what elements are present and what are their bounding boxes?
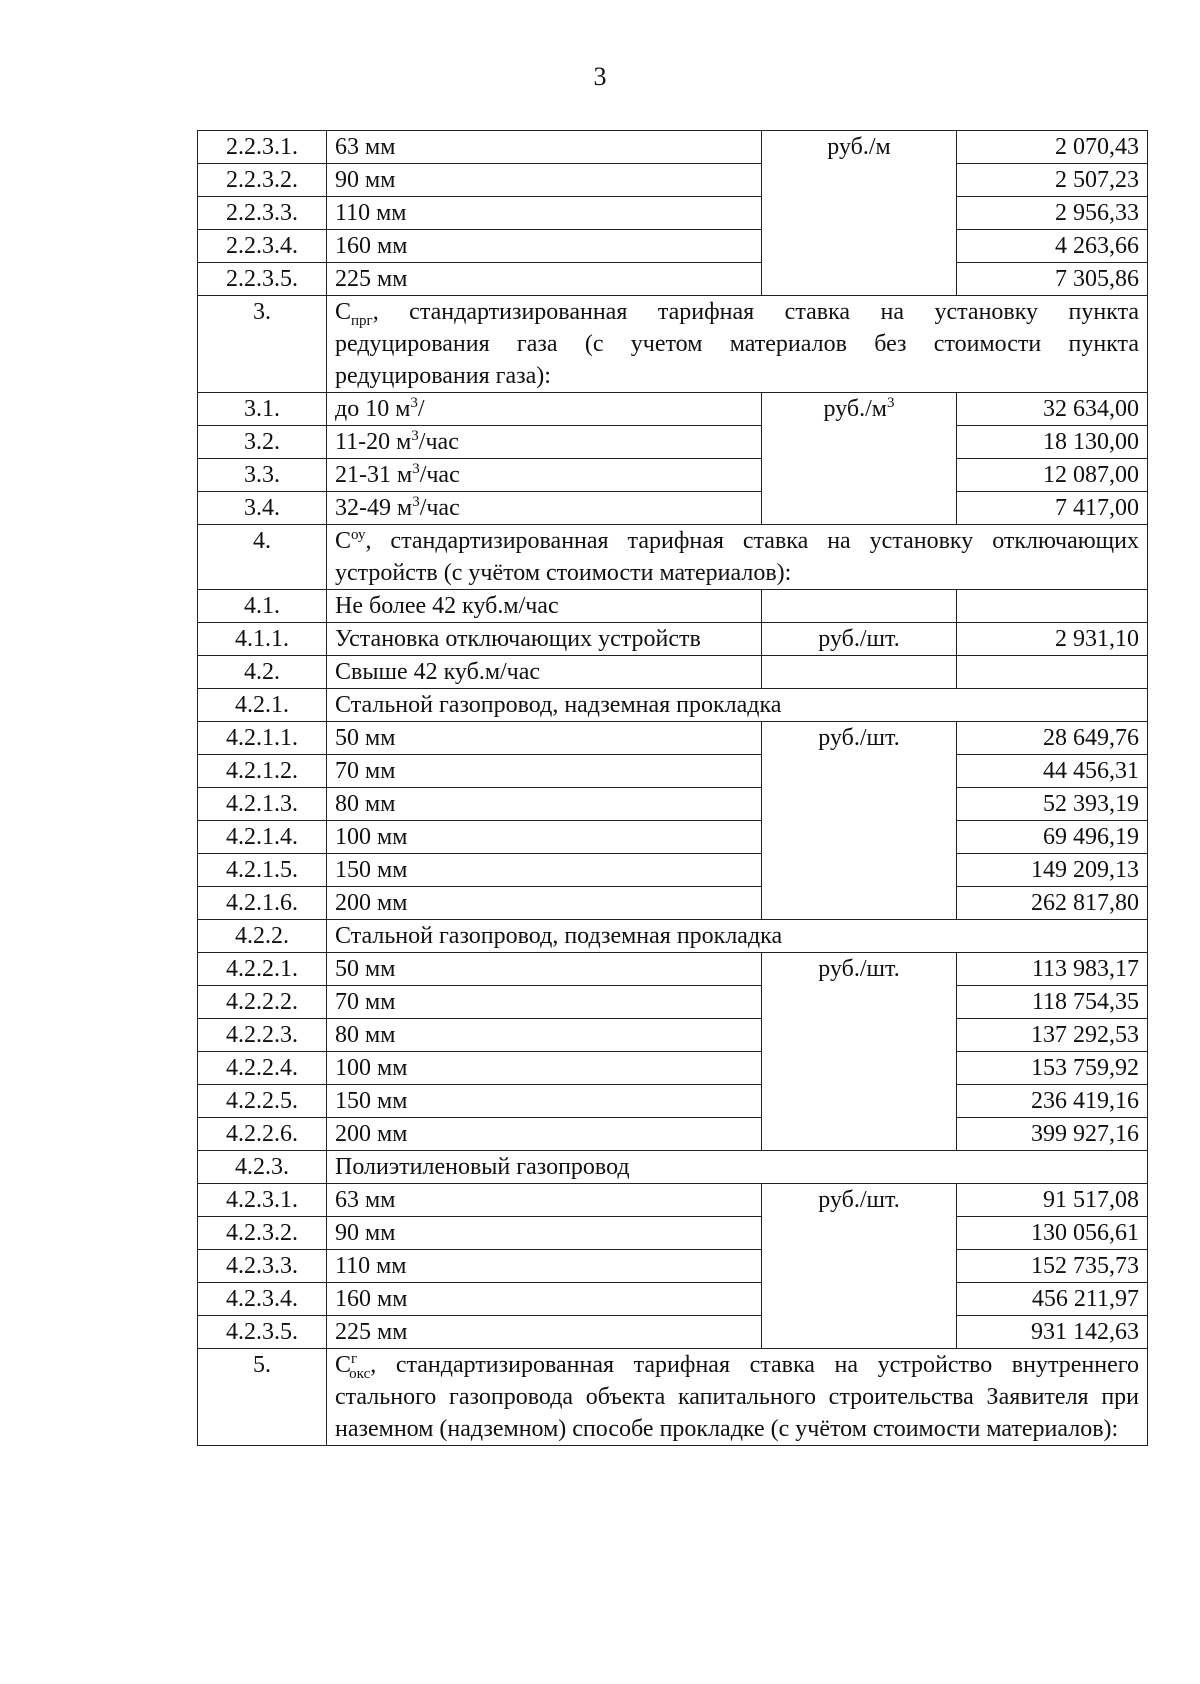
section-text: , стандартизированная тарифная ставка на установку пункта редуцирования газа (с учетом материалов без стоимости пункта редуцирования газа): [335, 299, 1139, 389]
table-row [198, 887, 1148, 920]
page-number: 3 [593, 62, 607, 91]
row-number: 3. [198, 296, 327, 393]
row-description: 110 мм [327, 1250, 762, 1283]
row-number: 2.2.3.5. [198, 263, 327, 296]
row-description: 50 мм [327, 722, 762, 755]
table-row [198, 1019, 1148, 1052]
row-value: 113 983,17 [957, 953, 1148, 986]
tariff-symbol-sub: окс [349, 1365, 371, 1382]
row-number: 4.2.3.5. [198, 1316, 327, 1349]
row-unit: руб./шт. [762, 953, 957, 1151]
section-text: , стандартизированная тарифная ставка на устройство внутреннего стального газопровода объекта капитального строительства Заявителя при наземном (надземном) способе прокладке (с учётом стоимости материалов): [335, 1352, 1139, 1442]
row-number: 4.2.2.1. [198, 953, 327, 986]
table-row [198, 393, 1148, 426]
row-description: 21-31 $м^3$/час [327, 459, 762, 492]
row-number: 4.2.1.4. [198, 821, 327, 854]
subsection-title: Стальной газопровод, надземная прокладка [327, 689, 1148, 722]
row-description: 160 мм [327, 1283, 762, 1316]
row-unit: руб./м [762, 131, 957, 296]
row-value: 32 634,00 [957, 393, 1148, 426]
table-row [198, 1217, 1148, 1250]
row-value: 456 211,97 [957, 1283, 1148, 1316]
row-description: 50 мм [327, 953, 762, 986]
row-value: 44 456,31 [957, 755, 1148, 788]
subsection-row [198, 1151, 1148, 1184]
row-value: 262 817,80 [957, 887, 1148, 920]
row-number: 4.2.2. [198, 920, 327, 953]
row-unit-empty [762, 656, 957, 689]
table-row [198, 230, 1148, 263]
row-number: 4.2.1.2. [198, 755, 327, 788]
row-value: 18 130,00 [957, 426, 1148, 459]
row-description: 100 мм [327, 1052, 762, 1085]
subsection-row [198, 689, 1148, 722]
row-number: 3.2. [198, 426, 327, 459]
row-value: 2 931,10 [957, 623, 1148, 656]
row-number: 4.1. [198, 590, 327, 623]
row-value: 137 292,53 [957, 1019, 1148, 1052]
tariff-symbol-sub: прг [351, 312, 373, 329]
section-description [327, 1349, 1148, 1446]
row-number: 5. [198, 1349, 327, 1446]
row-number: 4.2.3.2. [198, 1217, 327, 1250]
row-number: 4.2.2.5. [198, 1085, 327, 1118]
section-description [327, 525, 1148, 590]
row-value: 69 496,19 [957, 821, 1148, 854]
table-row [198, 263, 1148, 296]
row-value: 2 956,33 [957, 197, 1148, 230]
table-row [198, 623, 1148, 656]
table-row [198, 590, 1148, 623]
subsection-row [198, 920, 1148, 953]
row-value: 28 649,76 [957, 722, 1148, 755]
row-value: 7 417,00 [957, 492, 1148, 525]
table-row [198, 1283, 1148, 1316]
row-number: 4.2.3.3. [198, 1250, 327, 1283]
row-description: 100 мм [327, 821, 762, 854]
table-row [198, 1052, 1148, 1085]
row-number: 4.2.2.2. [198, 986, 327, 1019]
row-value: 399 927,16 [957, 1118, 1148, 1151]
row-value: 931 142,63 [957, 1316, 1148, 1349]
section-description [327, 296, 1148, 393]
row-description: 63 мм [327, 1184, 762, 1217]
table-row [198, 821, 1148, 854]
row-description: 160 мм [327, 230, 762, 263]
row-value: 118 754,35 [957, 986, 1148, 1019]
row-value: 91 517,08 [957, 1184, 1148, 1217]
table-row [198, 1085, 1148, 1118]
row-description: 11-20 $м^3$/час [327, 426, 762, 459]
table-row [198, 1316, 1148, 1349]
tariff-symbol-sup: оу [351, 527, 366, 543]
row-description: 32-49 $м^3$/час [327, 492, 762, 525]
table-row [198, 722, 1148, 755]
row-description: 225 мм [327, 1316, 762, 1349]
table-row [198, 656, 1148, 689]
table-row [198, 854, 1148, 887]
row-number: 2.2.3.4. [198, 230, 327, 263]
row-description: 225 мм [327, 263, 762, 296]
row-description: 80 мм [327, 1019, 762, 1052]
row-description: 70 мм [327, 986, 762, 1019]
row-value: 7 305,86 [957, 263, 1148, 296]
row-value: 153 759,92 [957, 1052, 1148, 1085]
section-text: , стандартизированная тарифная ставка на установку отключающих устройств (с учётом стоимости материалов): [335, 528, 1139, 586]
row-value: 12 087,00 [957, 459, 1148, 492]
row-description: 90 мм [327, 1217, 762, 1250]
row-value: 236 419,16 [957, 1085, 1148, 1118]
row-description: 110 мм [327, 197, 762, 230]
row-number: 3.4. [198, 492, 327, 525]
section-row-4 [198, 525, 1148, 590]
row-unit-empty [762, 590, 957, 623]
row-description: 63 мм [327, 131, 762, 164]
table-row [198, 426, 1148, 459]
tariff-table [197, 130, 1148, 1446]
row-unit: $руб./м^3$ [762, 393, 957, 525]
row-number: 4.2.1. [198, 689, 327, 722]
row-number: 3.3. [198, 459, 327, 492]
row-number: 2.2.3.1. [198, 131, 327, 164]
row-description: 150 мм [327, 1085, 762, 1118]
table-row [198, 1118, 1148, 1151]
row-number: 4.2.2.6. [198, 1118, 327, 1151]
row-number: 4.2.3.4. [198, 1283, 327, 1316]
row-number: 3.1. [198, 393, 327, 426]
row-description: Установка отключающих устройств [327, 623, 762, 656]
row-description: 80 мм [327, 788, 762, 821]
tariff-symbol-sup: г [351, 1351, 358, 1367]
tariff-symbol: С [335, 299, 352, 325]
table-row [198, 755, 1148, 788]
row-description: 200 мм [327, 887, 762, 920]
row-number: 4.2.1.6. [198, 887, 327, 920]
row-description: 90 мм [327, 164, 762, 197]
table-row [198, 459, 1148, 492]
row-number: 4.1.1. [198, 623, 327, 656]
subsection-title: Полиэтиленовый газопровод [327, 1151, 1148, 1184]
row-value: 130 056,61 [957, 1217, 1148, 1250]
row-value-empty [957, 590, 1148, 623]
row-value-empty [957, 656, 1148, 689]
table-row [198, 197, 1148, 230]
subsection-title: Стальной газопровод, подземная прокладка [327, 920, 1148, 953]
row-value: 152 735,73 [957, 1250, 1148, 1283]
row-value: 4 263,66 [957, 230, 1148, 263]
row-value: 2 507,23 [957, 164, 1148, 197]
tariff-symbol: С [335, 528, 352, 554]
row-description: 200 мм [327, 1118, 762, 1151]
row-number: 4. [198, 525, 327, 590]
table-row [198, 986, 1148, 1019]
row-value: 52 393,19 [957, 788, 1148, 821]
row-unit: руб./шт. [762, 623, 957, 656]
row-value: 2 070,43 [957, 131, 1148, 164]
row-number: 4.2.1.1. [198, 722, 327, 755]
row-number: 4.2.1.3. [198, 788, 327, 821]
row-number: 4.2.3.1. [198, 1184, 327, 1217]
table-row [198, 131, 1148, 164]
table-row [198, 1250, 1148, 1283]
row-number: 2.2.3.2. [198, 164, 327, 197]
row-description: 70 мм [327, 755, 762, 788]
row-number: 2.2.3.3. [198, 197, 327, 230]
section-row-3 [198, 296, 1148, 393]
row-unit: руб./шт. [762, 1184, 957, 1349]
table-row [198, 164, 1148, 197]
row-number: 4.2.3. [198, 1151, 327, 1184]
row-description: до 10 $м^3/$ [327, 393, 762, 426]
row-number: 4.2.2.3. [198, 1019, 327, 1052]
row-number: 4.2.2.4. [198, 1052, 327, 1085]
row-number: 4.2. [198, 656, 327, 689]
table-row [198, 953, 1148, 986]
row-number: 4.2.1.5. [198, 854, 327, 887]
row-unit: руб./шт. [762, 722, 957, 920]
row-value: 149 209,13 [957, 854, 1148, 887]
tariff-symbol: С [335, 1352, 352, 1378]
table-row [198, 492, 1148, 525]
table-row [198, 788, 1148, 821]
section-row-5 [198, 1349, 1148, 1446]
table-row [198, 1184, 1148, 1217]
row-description: 150 мм [327, 854, 762, 887]
row-description: Не более 42 куб.м/час [327, 590, 762, 623]
row-description: Свыше 42 куб.м/час [327, 656, 762, 689]
